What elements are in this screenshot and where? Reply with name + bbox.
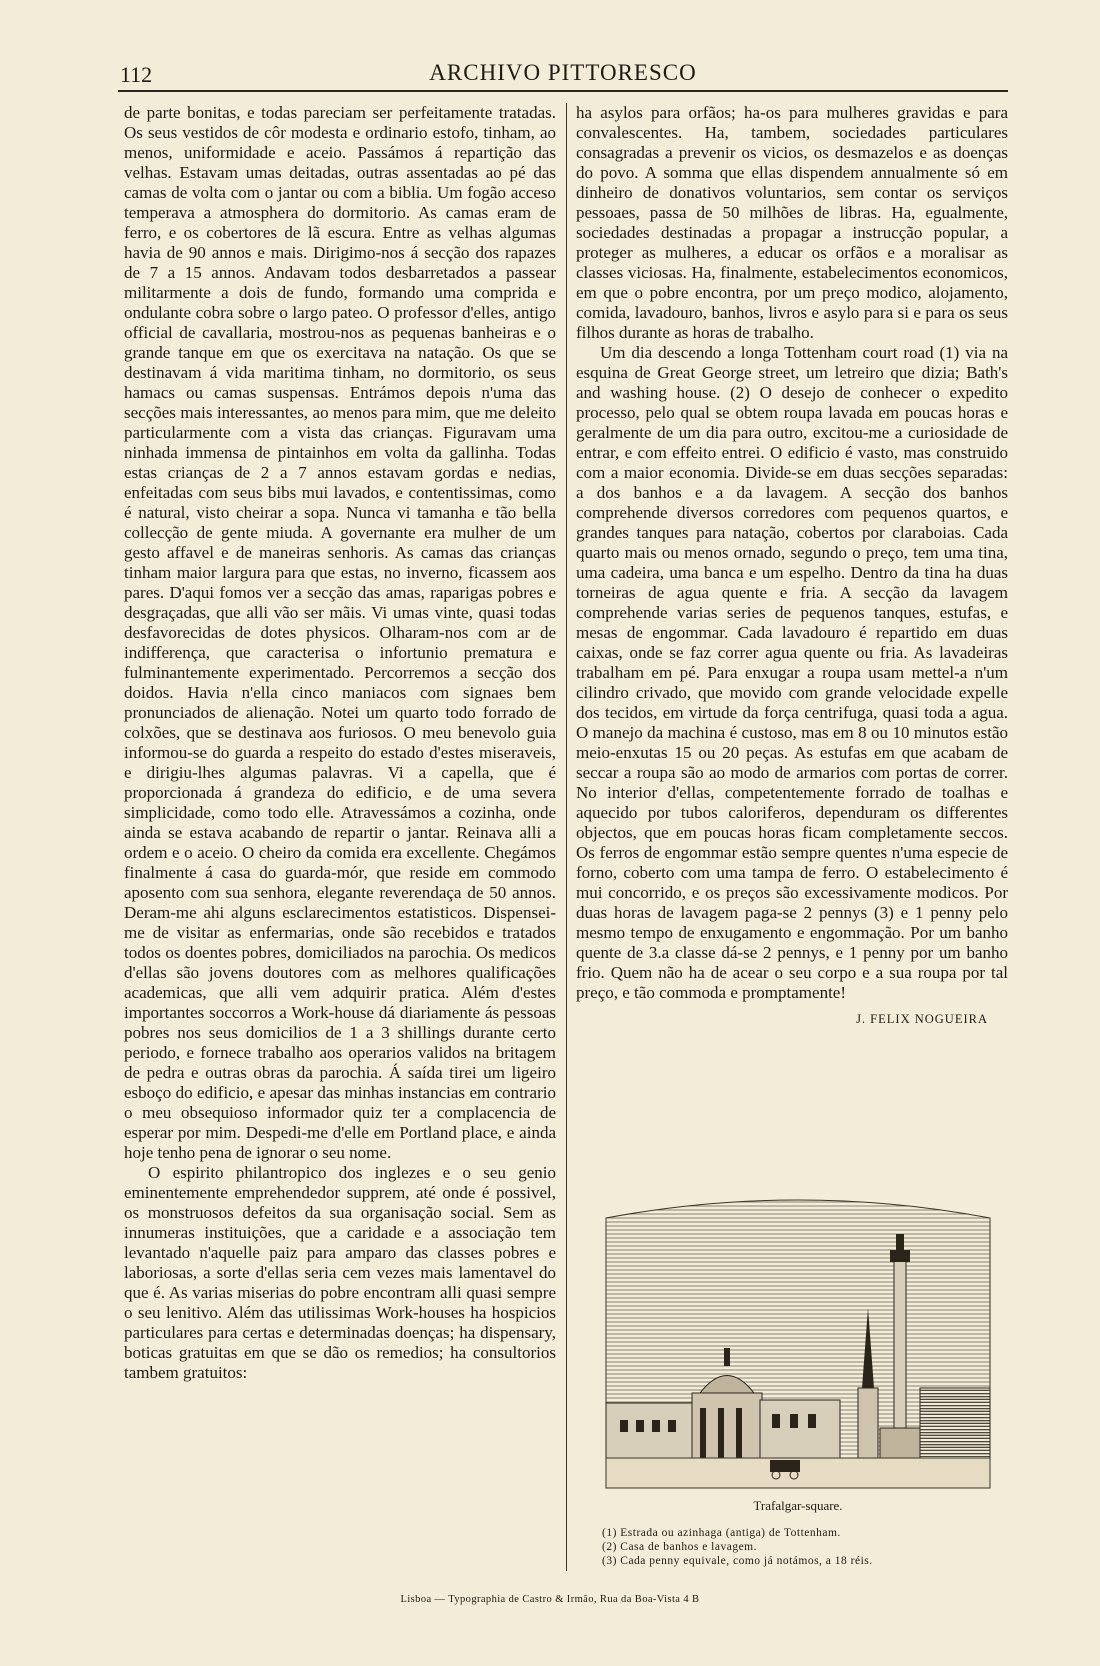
engraving-image (600, 1188, 996, 1490)
figure-caption: Trafalgar-square. (753, 1498, 843, 1513)
printer-imprint: Lisboa — Typographia de Castro & Irmão, Rua da Boa-Vista 4 B (400, 1594, 700, 1605)
left-paragraph-1: de parte bonitas, e todas pareciam ser perfeitamente tratadas. Os seus vestidos de côr modesta e ordinario estofo, tinham, ao menos, uniformidade e aceio. Passámos á repartição das velhas. Estavam umas deitadas, outras assentadas ao pé das camas de volta com o jantar ou com a biblia. Um fogão acceso temperava a atmosphera do dormitorio. As camas eram de ferro, e os cobertores de lã escura. Entre as velhas algumas havia de 90 annos e mais. Dirigimo-nos á secção dos rapazes de 7 a 15 annos. Andavam todos desbarretados a passear militarmente a dois de fundo, formando uma comprida e ondulante cobra sobre o largo pateo. O professor d'elles, antigo official de cavallaria, mostrou-nos as pequenas banheiras e o grande tanque em que os exercitava na natação. Os que se destinavam á vida maritima tinham, no dormitorio, os seus hamacs ou camas suspensas. Entrámos depois n'uma das secções mais interessantes, ao menos para mim, que me deleito particularmente com a vista das crianças. Figuravam uma ninhada immensa de pintainhos em volta da gallinha. Todas estas crianças de 2 a 7 annos estavam gordas e nedias, enfeitadas com seus bibs mui lavados, e contentissimas, como é natural, visto cheirar a sopa. Nunca vi tamanha e tão bella collecção de gente miuda. A governante era mulher de um gesto affavel e de maneiras senhoris. As camas das crianças tinham maior largura para que estas, no inverno, ficassem aos pares. D'aqui fomos ver a secção das amas, raparigas pobres e desgraçadas, que alli vão ser mãis. Vi umas vinte, quasi todas desfavorecidas de dotes physicos. Olharam-nos com ar de indifferença, que caracterisa o infortunio prematura e fulminantemente experimentado. Percorremos a secção dos doidos. Havia n'ella cinco maniacos com signaes bem pronunciados de alienação. Notei um quarto todo forrado de colxões, que se destinava aos furiosos. O meu benevolo guia informou-se do guarda a respeito do estado d'estes miseraveis, e dirigiu-lhes algumas palavras. Vi a capella, que é proporcionada á grandeza do edificio, e de uma severa simplicidade, como todo elle. Atravessámos a cozinha, onde ainda se estava acabando de repartir o jantar. Reinava alli a ordem e o aceio. O cheiro da comida era excellente. Chegámos finalmente á casa do guarda-mór, que reside em commodo aposento com sua senhora, elegante reverendaça de 50 annos. Deram-me ahi alguns esclarecimentos estatisticos. Dispensei-me de visitar as enfermarias, onde são recebidos e tratados todos os doentes pobres, domiciliados na parochia. Os medicos d'ellas são jovens doutores com as melhores qualificações academicas, que alli vem adquirir pratica. Além d'estes importantes soccorros a Work-house dá diariamente ás pessoas pobres nos seus domicilios de 1 a 3 shillings durante certo periodo, e fornece trabalho aos operarios validos na britagem de pedra e outras obras da parochia. Á saída tirei um ligeiro esboço do edificio, e apesar das minhas instancias em contrario o meu obsequioso informador quiz ter a complacencia de esperar por mim. Despedi-me d'elle em Portland place, e ainda hoje tenho pena de ignorar o seu nome. (124, 103, 556, 1162)
left-column (124, 103, 556, 1570)
page-number: 112 (120, 62, 153, 87)
running-title: ARCHIVO PITTORESCO (429, 60, 697, 85)
footnote-2: (2) Casa de banhos e lavagem. (602, 1541, 758, 1553)
trafalgar-engraving (600, 1188, 996, 1514)
column-divider (566, 103, 567, 1571)
left-paragraph-2: O espirito philantropico dos inglezes e o seu genio eminentemente emprehendedor supprem, até onde é possivel, os monstruosos defeitos da sua organisação social. Sem as innumeras instituições, que a caridade e a associação tem levantado n'aquelle paiz para amparo das classes pobres e laboriosas, a sorte d'ellas seria cem vezes mais lamentavel do que é. As varias miserias do pobre encontram alli quasi sempre o seu lenitivo. Além das utilissimas Work-houses ha hospicios particulares para certas e determinadas doenças; ha dispensary, boticas gratuitas em que se dão os remedios; ha consultorios tambem gratuitos: (124, 1163, 556, 1382)
right-column (576, 103, 1008, 1029)
right-paragraph-1: ha asylos para orfãos; ha-os para mulheres gravidas e para convalescentes. Ha, tambem, sociedades particulares consagradas a prevenir os vicios, os desmazelos e as doenças do povo. A somma que ellas dispendem annualmente só em dinheiro de donativos voluntarios, sem contar os serviços pessoaes, passa de 50 milhões de libras. Ha, egualmente, sociedades destinadas a propagar a instrucção popular, a proteger as mulheres, a educar os orfãos e a moralisar as classes viciosas. Ha, finalmente, estabelecimentos economicos, em que o pobre encontra, por um preço modico, alojamento, comida, lavadouro, banhos, livros e asylo para si e para os seus filhos durante as horas de trabalho. (576, 103, 1008, 342)
page-header (118, 58, 1008, 92)
footnote-1: (1) Estrada ou azinhaga (antiga) de Tottenham. (602, 1527, 841, 1539)
footnote-3: (3) Cada penny equivale, como já notámos, a 18 réis. (602, 1555, 873, 1567)
right-paragraph-2: Um dia descendo a longa Tottenham court road (1) via na esquina de Great George street, um letreiro que dizia; Bath's and washing house. (2) O desejo de conhecer o expedito processo, pelo qual se obtem roupa lavada em poucas horas e geralmente de um dia para outro, excitou-me a curiosidade de entrar, e com effeito entrei. O edificio é vasto, mas construido com a maior economia. Divide-se em duas secções separadas: a dos banhos e a da lavagem. A secção dos banhos comprehende diversos corredores com pequenos quartos, e grandes tanques para natação, cobertos por claraboias. Cada quarto mais ou menos ornado, segundo o preço, tem uma tina, uma cadeira, uma banca e um espelho. Dentro da tina ha duas torneiras de agua quente e fria. A secção da lavagem comprehende varias series de pequenos tanques, estufas, e mesas de engommar. Cada lavadouro é repartido em duas caixas, onde se faz correr agua quente ou fria. As lavadeiras trabalham em pé. Para enxugar a roupa usam mettel-a n'um cilindro crivado, que movido com grande velocidade expelle dos tecidos, em virtude da força centrifuga, quasi toda a agua. O manejo da machina é custoso, mas em 8 ou 10 minutos estão meio-enxutas 15 ou 20 peças. As estufas em que acabam de seccar a roupa são ao modo de armarios com portas de correr. No interior d'ellas, competentemente forrado de toalhas e aquecido por tubos caloriferos, dependuram os differentes objectos, que em poucas horas ficam completamente seccos. Os ferros de engommar estão sempre quentes n'uma especie de forno, coberto com uma tampa de ferro. O estabelecimento é mui concorrido, e os preços são excessivamente modicos. Por duas horas de lavagem paga-se 2 pennys (3) e 1 penny pelo mesmo tempo de enxugamento e engommação. Por um banho quente de 3.a classe dá-se 2 pennys, e 1 penny por um banho frio. Quem não ha de acear o seu corpo e a sua roupa por tal preço, e tão commoda e promptamente! (576, 343, 1008, 1002)
author-signature: J. FELIX NOGUEIRA (856, 1012, 988, 1026)
footnotes (602, 1526, 1002, 1568)
